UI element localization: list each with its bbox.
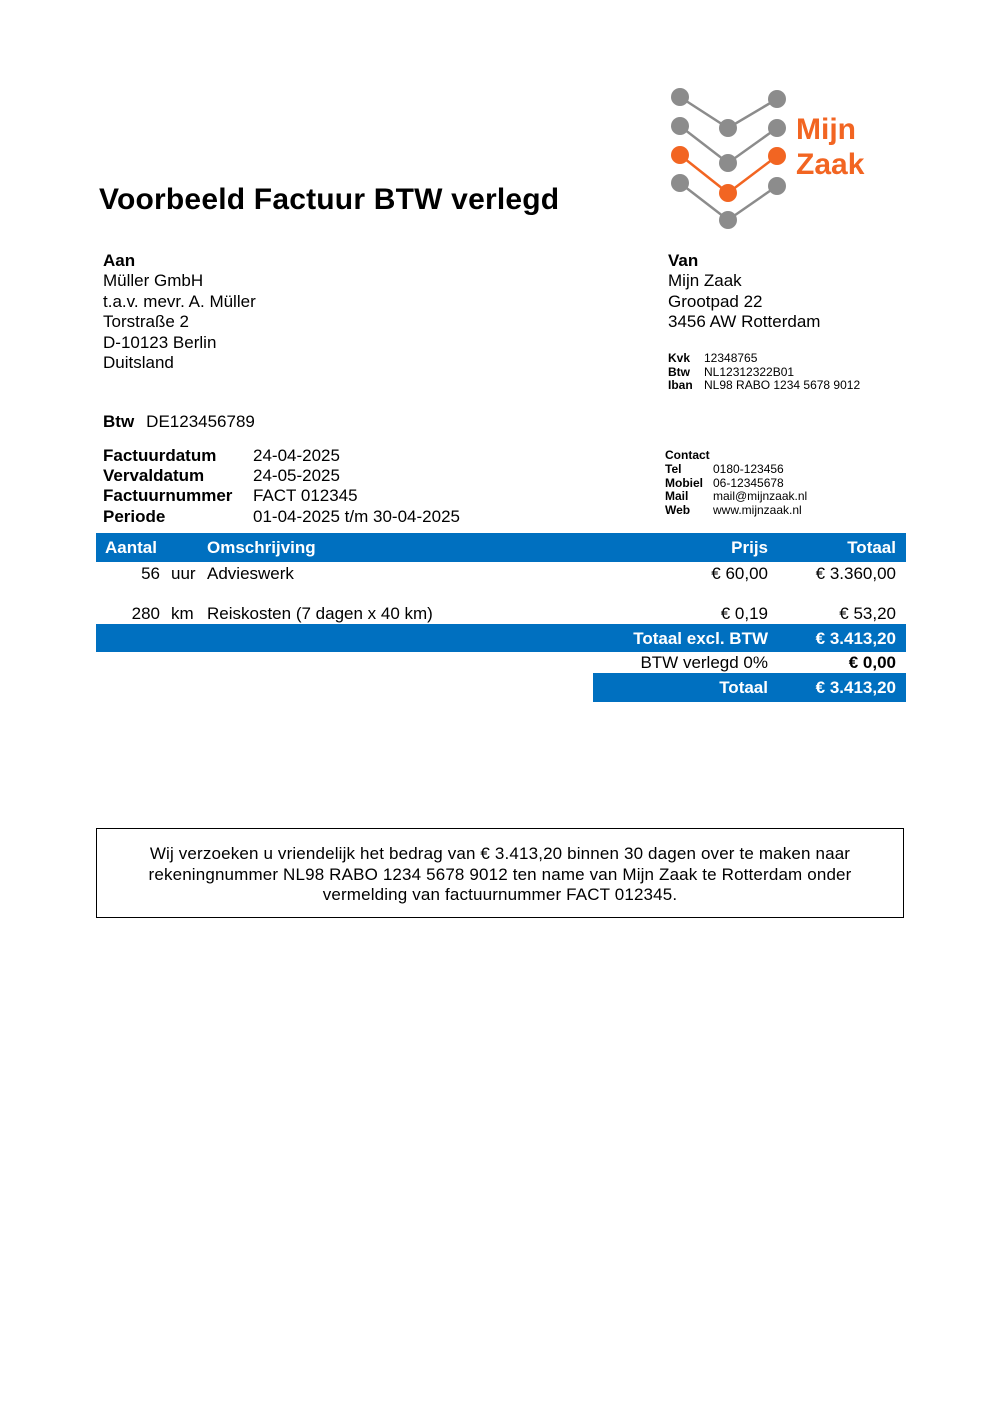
contact-label: Tel: [665, 461, 682, 476]
recipient-line: t.a.v. mevr. A. Müller: [103, 291, 256, 311]
recipient-line: D-10123 Berlin: [103, 332, 217, 352]
row-unit: uur: [171, 564, 196, 583]
btw-row: [668, 366, 860, 380]
logo-wordmark: [796, 112, 864, 182]
meta-row: [103, 486, 460, 506]
table-row: [0, 564, 1000, 584]
grand-total-value: € 3.413,20: [815, 678, 896, 697]
meta-value: FACT 012345: [253, 486, 358, 506]
kvk-value: 12348765: [704, 351, 758, 365]
sender-line: Grootpad 22: [668, 291, 763, 311]
row-total: € 3.360,00: [815, 564, 896, 583]
meta-row: [103, 466, 460, 486]
invoice-meta: [103, 446, 460, 527]
sender-heading: Van: [668, 251, 699, 270]
customer-vat-label: Btw: [103, 412, 135, 431]
mobile-value: 06-12345678: [713, 475, 784, 490]
meta-value: 24-05-2025: [253, 466, 340, 486]
iban-label: Iban: [668, 378, 693, 392]
phone-value: 0180-123456: [713, 461, 784, 476]
row-total: € 53,20: [839, 604, 896, 623]
recipient-line: Müller GmbH: [103, 271, 204, 291]
meta-label: Factuurdatum: [103, 446, 217, 465]
column-header-price: Prijs: [731, 538, 768, 557]
row-price: € 60,00: [711, 564, 768, 583]
website-link[interactable]: www.mijnzaak.nl: [713, 503, 802, 518]
row-description: Reiskosten (7 dagen x 40 km): [207, 604, 433, 623]
grand-total-label: Totaal: [719, 678, 768, 697]
recipient-heading: Aan: [103, 251, 136, 270]
sender-address: [668, 251, 820, 333]
meta-label: Factuurnummer: [103, 486, 233, 506]
row-unit: km: [171, 604, 194, 623]
recipient-address: [103, 251, 256, 373]
invoice-title: Voorbeeld Factuur BTW verlegd: [99, 183, 560, 216]
recipient-line: Torstraße 2: [103, 312, 189, 332]
recipient-line: Duitsland: [103, 353, 174, 373]
btw-label: Btw: [668, 364, 690, 379]
row-price: € 0,19: [720, 604, 768, 623]
logo-word-1: Mijn: [796, 113, 856, 146]
column-header-qty: Aantal: [105, 538, 157, 557]
vat-label: BTW verlegd 0%: [640, 653, 768, 672]
kvk-label: Kvk: [668, 351, 691, 365]
company-registration: [668, 352, 860, 393]
contact-label: Web: [665, 503, 691, 518]
kvk-row: [668, 352, 860, 366]
contact-label: Mail: [665, 489, 689, 504]
contact-info: [665, 449, 807, 518]
payment-line: Wij verzoeken u vriendelijk het bedrag van € 3.413,20 binnen 30 dagen over te maken naar: [149, 844, 851, 863]
contact-row: [665, 463, 807, 477]
contact-row: [665, 504, 807, 518]
contact-row: [665, 490, 807, 504]
payment-line: rekeningnummer NL98 RABO 1234 5678 9012 ten name van Mijn Zaak te Rotterdam onder: [148, 864, 852, 884]
subtotal-label: Totaal excl. BTW: [633, 629, 768, 648]
payment-line: vermelding van factuurnummer FACT 012345.: [322, 885, 678, 904]
grand-total-row: [593, 673, 906, 702]
subtotal-row: [96, 624, 906, 652]
customer-vat-value: DE123456789: [146, 412, 255, 431]
sender-line: Mijn Zaak: [668, 271, 742, 291]
table-row: [0, 604, 1000, 624]
meta-value: 24-04-2025: [253, 446, 340, 465]
row-qty: 280: [131, 604, 160, 623]
customer-vat: [103, 412, 255, 432]
vat-row: [0, 653, 1000, 673]
contact-row: [665, 477, 807, 491]
meta-row: [103, 507, 460, 527]
meta-row: [103, 446, 460, 466]
vat-value: € 0,00: [848, 653, 896, 672]
iban-value: NL98 RABO 1234 5678 9012: [704, 378, 861, 392]
payment-instructions: [96, 828, 904, 918]
table-header: [96, 533, 906, 562]
meta-value: 01-04-2025 t/m 30-04-2025: [253, 506, 460, 526]
logo-word-2: Zaak: [796, 148, 865, 181]
column-header-description: Omschrijving: [207, 538, 316, 557]
iban-row: [668, 379, 860, 393]
contact-label: Mobiel: [665, 475, 703, 490]
row-description: Advieswerk: [207, 564, 294, 583]
row-qty: 56: [141, 564, 160, 583]
sender-line: 3456 AW Rotterdam: [668, 312, 821, 332]
meta-label: Periode: [103, 506, 166, 526]
meta-label: Vervaldatum: [103, 466, 205, 486]
email-link[interactable]: mail@mijnzaak.nl: [713, 489, 808, 504]
subtotal-value: € 3.413,20: [815, 629, 896, 648]
column-header-total: Totaal: [847, 538, 896, 557]
contact-heading: Contact: [665, 448, 710, 462]
btw-value: NL12312322B01: [704, 364, 795, 379]
